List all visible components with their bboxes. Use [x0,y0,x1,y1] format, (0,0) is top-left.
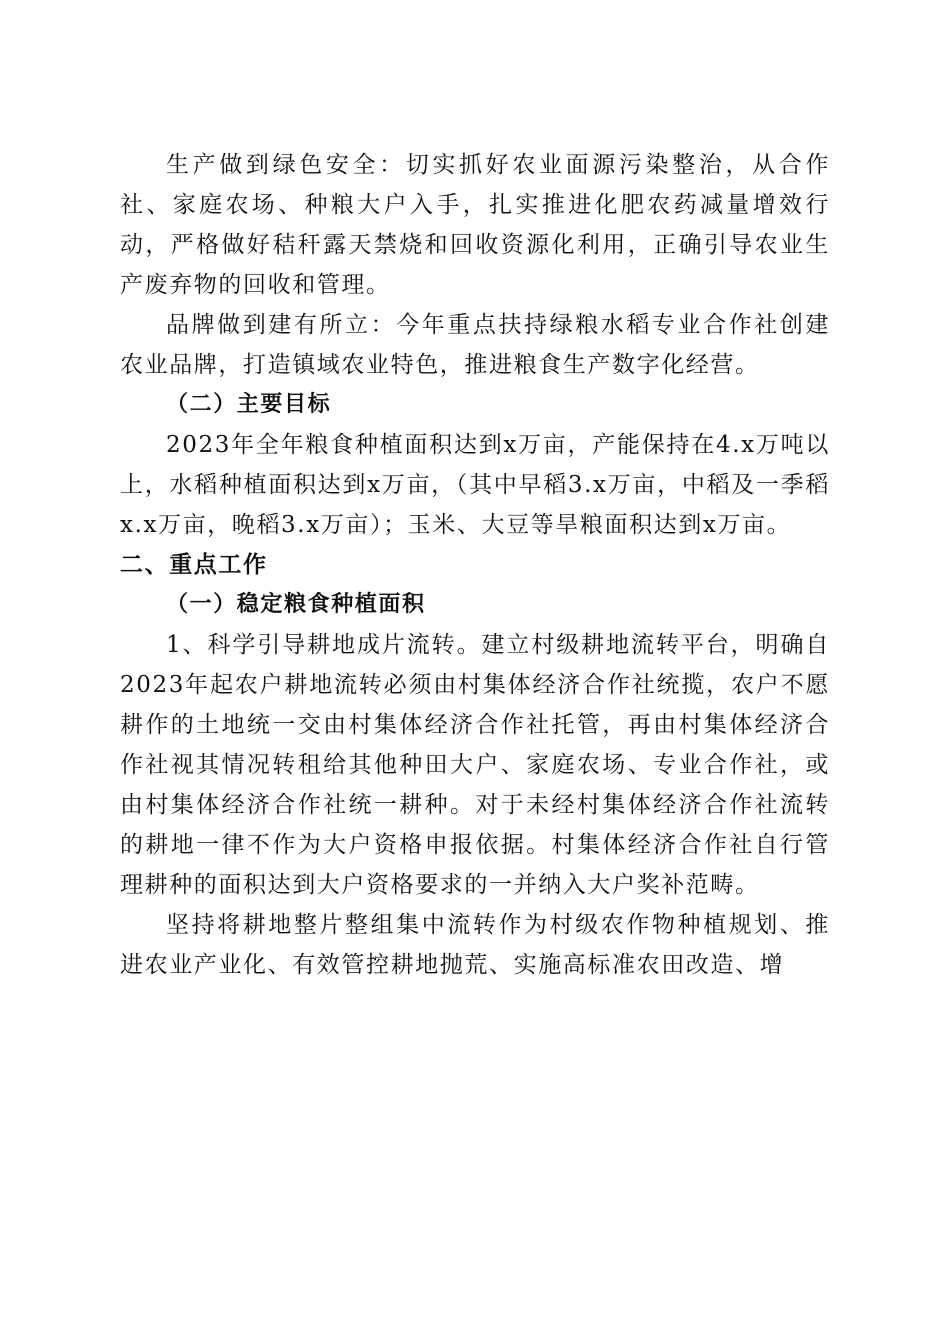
paragraph-land-transfer: 1、科学引导耕地成片流转。建立村级耕地流转平台，明确自2023年起农户耕地流转必须由村集体经济合作社统揽，农户不愿耕作的土地统一交由村集体经济合作社托管，再由村集体经济合作社视其情况转租给其他种田大户、家庭农场、专业合作社，或由村集体经济合作社统一耕种。对于未经村集体经济合作社流转的耕地一律不作为大户资格申报依据。村集体经济合作社自行管理耕种的面积达到大户资格要求的一并纳入大户奖补范畴。 [120,632,830,898]
heading-main-goals: （二）主要目标 [166,392,332,417]
paragraph-green-safety: 生产做到绿色安全：切实抓好农业面源污染整治，从合作社、家庭农场、种粮大户入手，扎实推进化肥农药减量增效行动，严格做好秸秆露天禁烧和回收资源化利用，正确引导农业生产废弃物的回收和管理。 [120,152,830,298]
document-body [120,145,830,985]
paragraph-brand: 品牌做到建有所立：今年重点扶持绿粮水稻专业合作社创建农业品牌，打造镇域农业特色，推进粮食生产数字化经营。 [120,312,830,378]
paragraph-goals: 2023年全年粮食种植面积达到x万亩，产能保持在4.x万吨以上，水稻种植面积达到x万亩，（其中早稻3.x万亩，中稻及一季稻x.x万亩，晚稻3.x万亩）；玉米、大豆等旱粮面积达到x万亩。 [120,432,830,538]
paragraph-consolidation: 坚持将耕地整片整组集中流转作为村级农作物种植规划、推进农业产业化、有效管控耕地抛荒、实施高标准农田改造、增 [120,912,830,978]
heading-stabilize-area: （一）稳定粮食种植面积 [166,592,426,617]
heading-key-work: 二、重点工作 [120,551,268,578]
